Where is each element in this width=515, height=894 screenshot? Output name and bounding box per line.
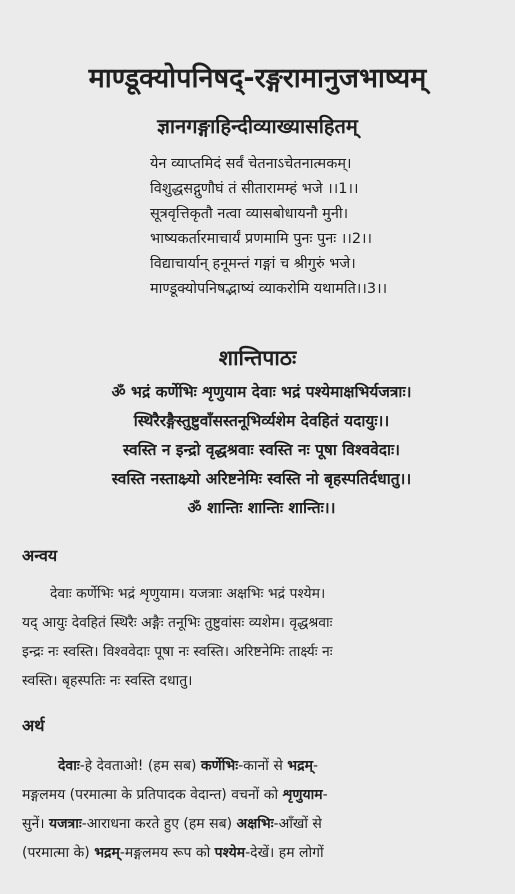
verse-line: विशुद्धसद्गुणौघं तं सीतारामम्हं भजे ।।1।। (150, 181, 359, 197)
anvaya-line: स्वस्ति। बृहस्पतिः नः स्वस्ति दधातु। (22, 673, 193, 689)
gloss: -हे देवताओ! (हम सब) (79, 758, 201, 774)
artha-label: अर्थ (22, 716, 45, 735)
mantra-line: स्थिरैरङ्गैस्तुष्टुवाँसस्तनूभिर्व्यशेम देवहितं यदायुः।। (133, 412, 390, 430)
artha-line (22, 839, 500, 868)
page-subtitle: ज्ञानगङ्गाहिन्दीव्याख्यासहितम् (157, 114, 358, 138)
anvaya-line: इन्द्रः नः स्वस्ति। विश्ववेदाः पूषा नः स्वस्ति। अरिष्टनेमिः तार्क्ष्यः नः (22, 644, 333, 660)
gloss: -आराधना करते हुए (हम सब) (81, 816, 237, 832)
gloss: सुनें। (22, 816, 49, 832)
verse-line: सूत्रवृत्तिकृतौ नत्वा व्यासबोधायनौ मुनी। (150, 206, 349, 222)
mantra-line: स्वस्ति नस्ताक्ष्र्यो अरिष्टनेमिः स्वस्ति नो बृहस्पतिर्दधातु।। (111, 470, 412, 488)
term: यजत्राः (49, 816, 82, 832)
verse-line: माण्डूक्योपनिषद्भाष्यं व्याकरोमि यथामति।।3।। (150, 281, 388, 297)
mantra-line: स्वस्ति न इन्द्रो वृद्धश्रवाः स्वस्ति नः पूषा विश्ववेदाः। (122, 441, 401, 459)
shanti-mantra (20, 378, 503, 523)
artha-line: देवाः-हे देवताओ! (हम सब) कर्णेभिः-कानों से भद्रम्- (58, 758, 319, 774)
term: भद्रम् (94, 845, 120, 861)
anvaya-line: देवाः कर्णेभिः भद्रं शृणुयाम। यजत्राः अक्षभिः भद्रं पश्येम। (50, 586, 326, 602)
shanti-heading: शान्तिपाठः (218, 346, 297, 370)
gloss: -आँखों से (273, 816, 322, 832)
mantra-line: ॐ भद्रं कर्णेभिः शृणुयाम देवाः भद्रं पश्येमाक्षभिर्यजत्राः। (111, 383, 412, 401)
term: देवाः (58, 758, 80, 774)
page-title: माण्डूक्योपनिषद्-रङ्गरामानुजभाष्यम् (88, 63, 427, 94)
verse-line: विद्याचार्यान् हनूमन्तं गङ्गां च श्रीगुरुं भजे। (150, 256, 356, 272)
term: भद्रम् (287, 758, 313, 774)
term: शृणुयाम (282, 787, 323, 803)
anvaya-paragraph (22, 580, 500, 696)
term: पश्येम (214, 845, 246, 861)
anvaya-line: यद् आयुः देवहितं स्थिरैः अङ्गैः तनूभिः तुष्टुवांसः व्यशेम। वृद्धश्रवाः (22, 615, 333, 631)
gloss: -देखें। हम लोगों (245, 845, 324, 861)
mantra-line: ॐ शान्तिः शान्तिः शान्तिः।। (187, 499, 336, 517)
artha-paragraph (22, 752, 500, 868)
gloss: -कानों से (238, 758, 288, 774)
invocation-verses (150, 152, 480, 302)
anvaya-label: अन्वय (22, 546, 58, 565)
artha-line: मङ्गलमय (परमात्मा के प्रतिपादक वेदान्त) वचनों को शृणुयाम- (22, 787, 328, 803)
term: कर्णेभिः (200, 758, 239, 774)
gloss: मङ्गलमय (परमात्मा के प्रतिपादक वेदान्त) वचनों को (22, 787, 283, 803)
artha-line (22, 810, 500, 839)
gloss: (परमात्मा के) (22, 845, 95, 861)
term: अक्षभिः (236, 816, 274, 832)
gloss: -मङ्गलमय रूप को (119, 845, 215, 861)
verse-line: भाष्यकर्तारमाचार्यं प्रणमामि पुनः पुनः ।।2।। (150, 231, 373, 247)
verse-line: येन व्याप्तमिदं सर्वं चेतनाऽचेतनात्मकम्। (150, 156, 352, 172)
